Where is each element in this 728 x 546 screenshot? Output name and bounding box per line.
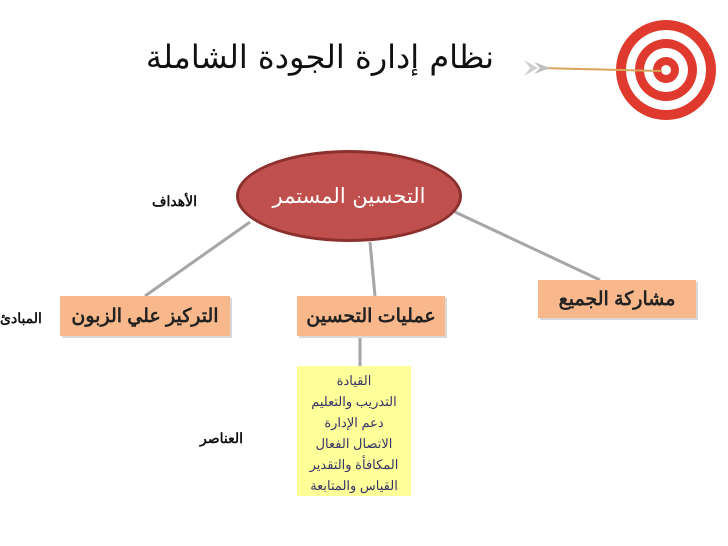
list-item: دعم الإدارة — [324, 415, 384, 430]
list-item: القياس والمتابعة — [310, 478, 398, 493]
list-item: القيادة — [336, 373, 372, 388]
list-item: المكافأة والتقدير — [309, 457, 399, 472]
principles-label: المبادئ — [0, 310, 42, 326]
connector-all — [455, 212, 600, 280]
list-item: الاتصال الفعال — [315, 436, 393, 451]
improvement-processes-box: عمليات التحسين — [297, 296, 445, 336]
list-item: التدريب والتعليم — [311, 394, 397, 409]
customer-focus-box: التركيز علي الزبون — [60, 296, 230, 336]
goals-label: الأهداف — [152, 193, 198, 209]
connector-process — [370, 242, 375, 296]
page-title: نظام إدارة الجودة الشاملة — [145, 38, 495, 76]
elements-list — [297, 366, 411, 496]
everyone-participation-box: مشاركة الجميع — [538, 280, 696, 318]
arrow-icon — [520, 54, 670, 84]
center-node: التحسين المستمر — [236, 150, 462, 242]
connector-customer — [145, 222, 250, 296]
elements-label: العناصر — [200, 430, 244, 446]
